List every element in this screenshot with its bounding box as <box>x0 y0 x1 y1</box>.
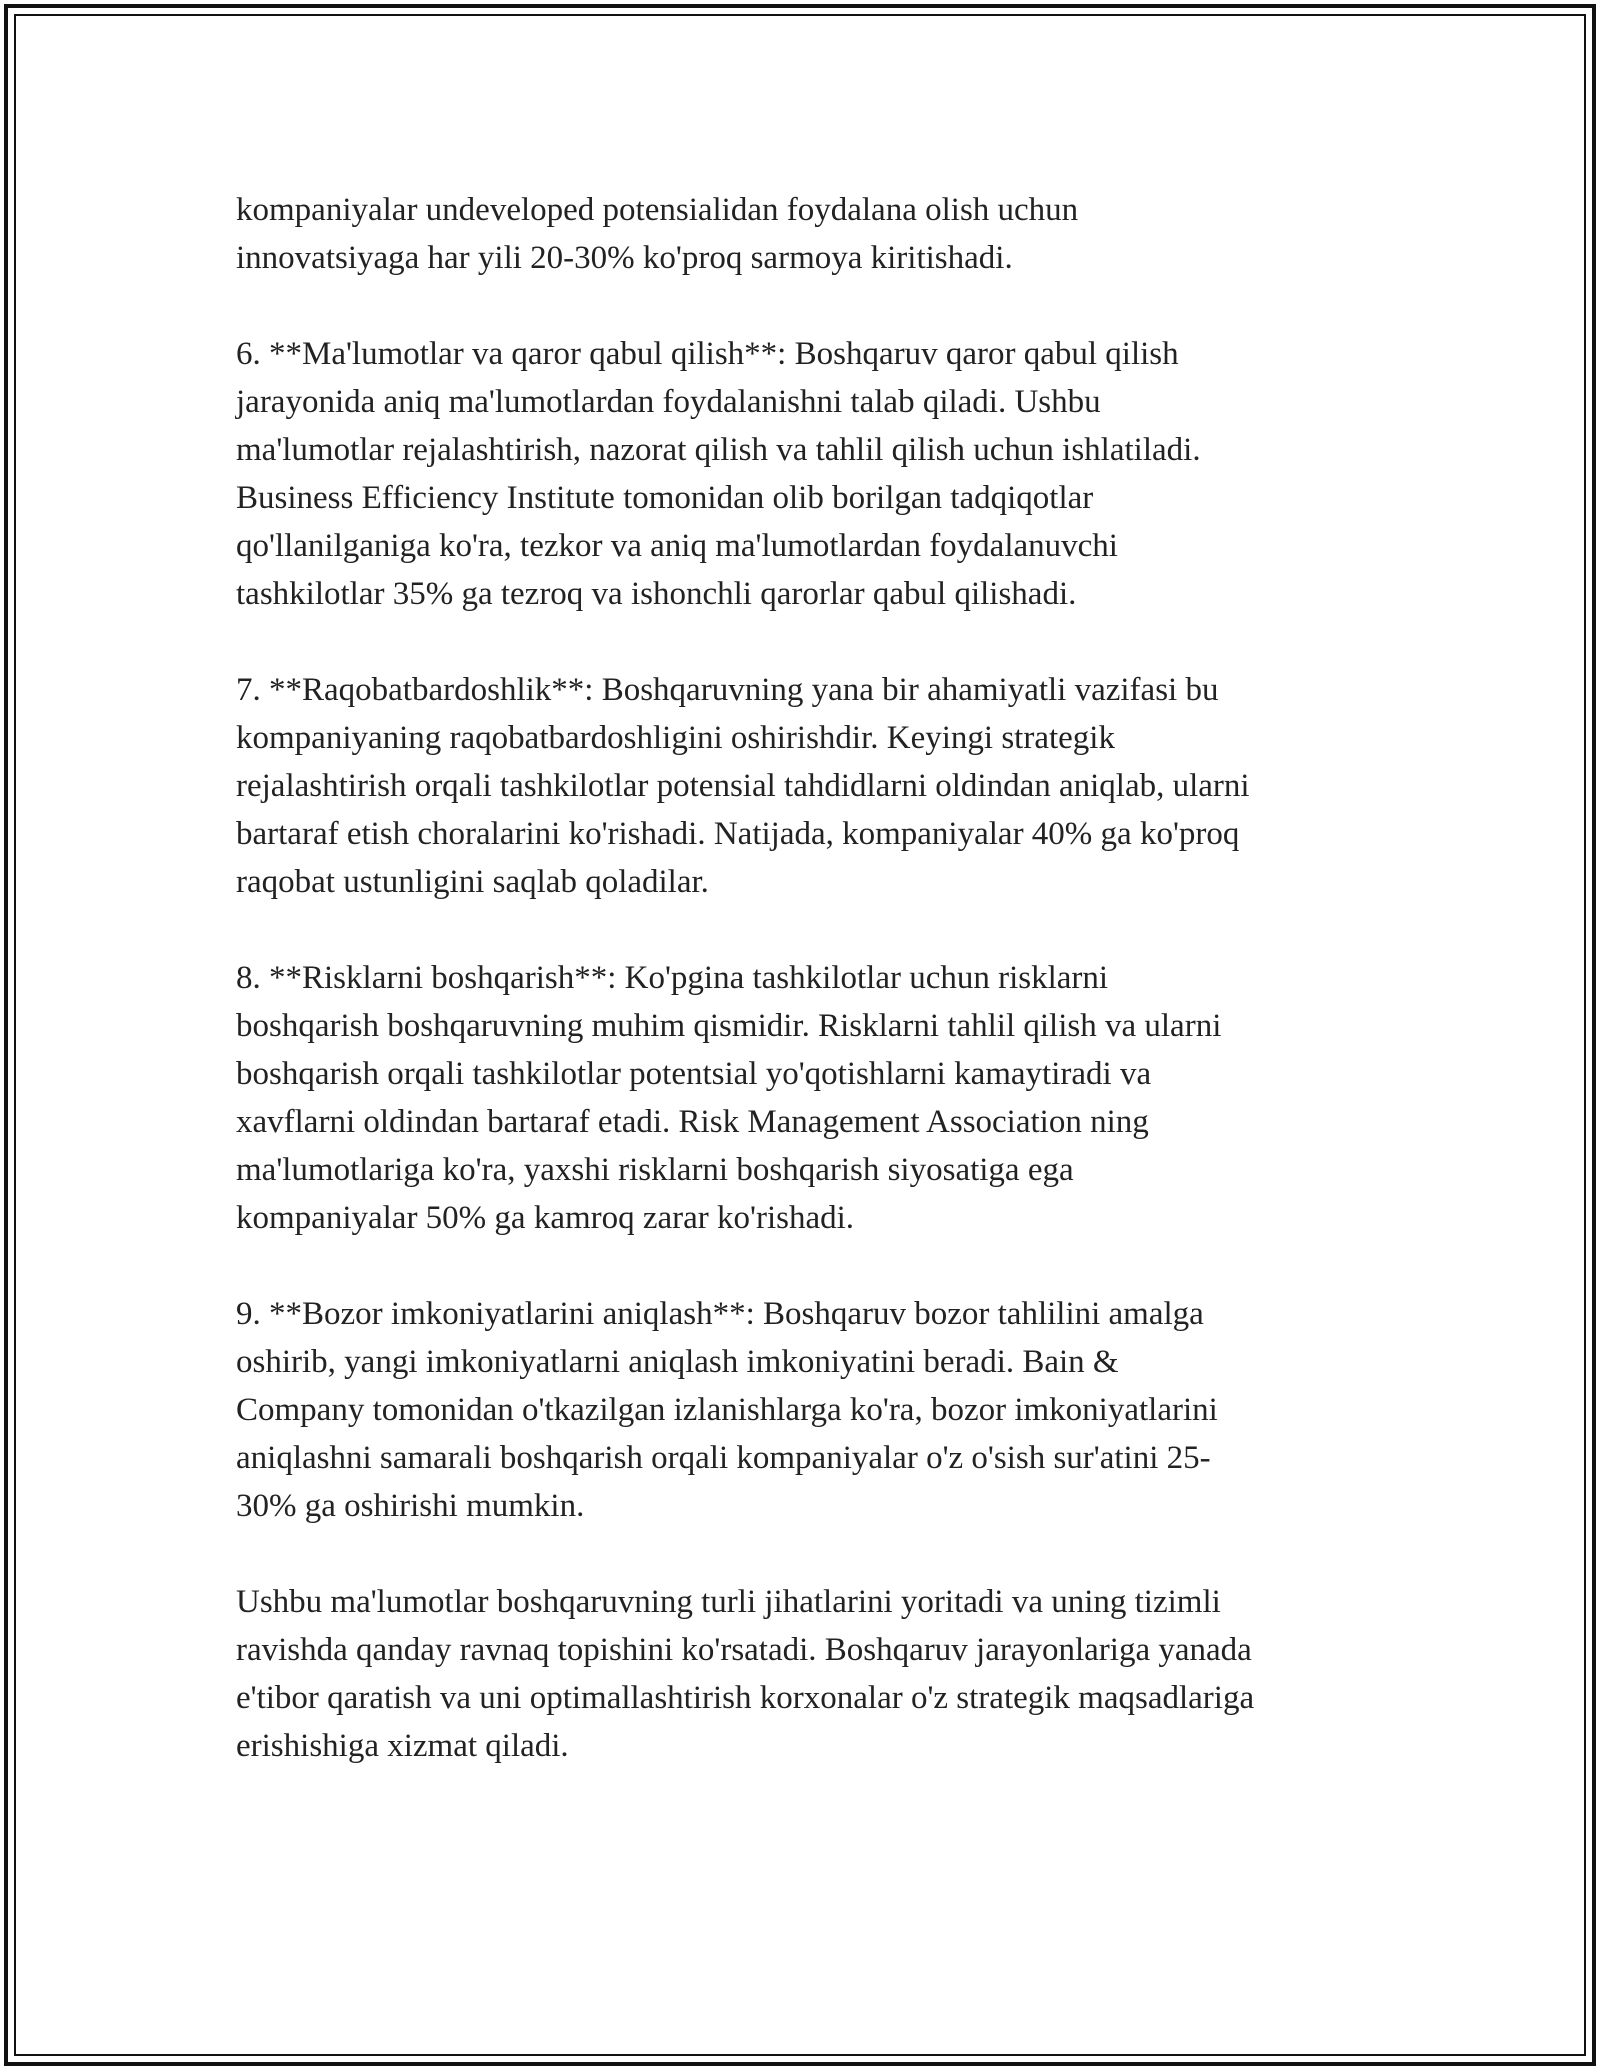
paragraph-item-6: 6. **Ma'lumotlar va qaror qabul qilish**: Boshqaruv qaror qabul qilish jarayonida aniq ma'lumotlardan foydalanishni talab qiladi. Ushbu ma'lumotlar rejalashtirish, nazorat qilish va tahlil qilish uchun ishlatiladi. Business Efficiency Institute tomonidan olib borilgan tadqiqotlar qo'llanilganiga ko'ra, tezkor va aniq ma'lumotlardan foydalanuvchi tashkilotlar 35% ga tezroq va ishonchli qarorlar qabul qilishadi. <box>236 336 1201 612</box>
paragraph-intro-continuation: kompaniyalar undeveloped potensialidan foydalana olish uchun innovatsiyaga har yili 20-30% ko'proq sarmoya kiritishadi. <box>236 192 1079 276</box>
paragraph-item-9: 9. **Bozor imkoniyatlarini aniqlash**: Boshqaruv bozor tahlilini amalga oshirib, yangi imkoniyatlarni aniqlash imkoniyatini beradi. Bain & Company tomonidan o'tkazilgan izlanishlarga ko'ra, bozor imkoniyatlarini aniqlashni samarali boshqarish orqali kompaniyalar o'z o'sish sur'atini 25- 30% ga oshirishi mumkin. <box>236 1296 1218 1524</box>
paragraph-item-8: 8. **Risklarni boshqarish**: Ko'pgina tashkilotlar uchun risklarni boshqarish boshqaruvning muhim qismidir. Risklarni tahlil qilish va ularni boshqarish orqali tashkilotlar potentsial yo'qotishlarni kamaytiradi va xavflarni oldindan bartaraf etadi. Risk Management Association ning ma'lumotlariga ko'ra, yaxshi risklarni boshqarish siyosatiga ega kompaniyalar 50% ga kamroq zarar ko'rishadi. <box>236 960 1222 1236</box>
paragraph-conclusion: Ushbu ma'lumotlar boshqaruvning turli jihatlarini yoritadi va uning tizimli ravishda qanday ravnaq topishini ko'rsatadi. Boshqaruv jarayonlariga yanada e'tibor qaratish va uni optimallashtirish korxonalar o'z strategik maqsadlariga erishishiga xizmat qiladi. <box>236 1584 1255 1764</box>
paragraph-item-7: 7. **Raqobatbardoshlik**: Boshqaruvning yana bir ahamiyatli vazifasi bu kompaniyaning raqobatbardoshligini oshirishdir. Keyingi strategik rejalashtirish orqali tashkilotlar potensial tahdidlarni oldindan aniqlab, ularni bartaraf etish choralarini ko'rishadi. Natijada, kompaniyalar 40% ga ko'proq raqobat ustunligini saqlab qoladilar. <box>236 672 1250 900</box>
document-body <box>236 186 1376 1818</box>
